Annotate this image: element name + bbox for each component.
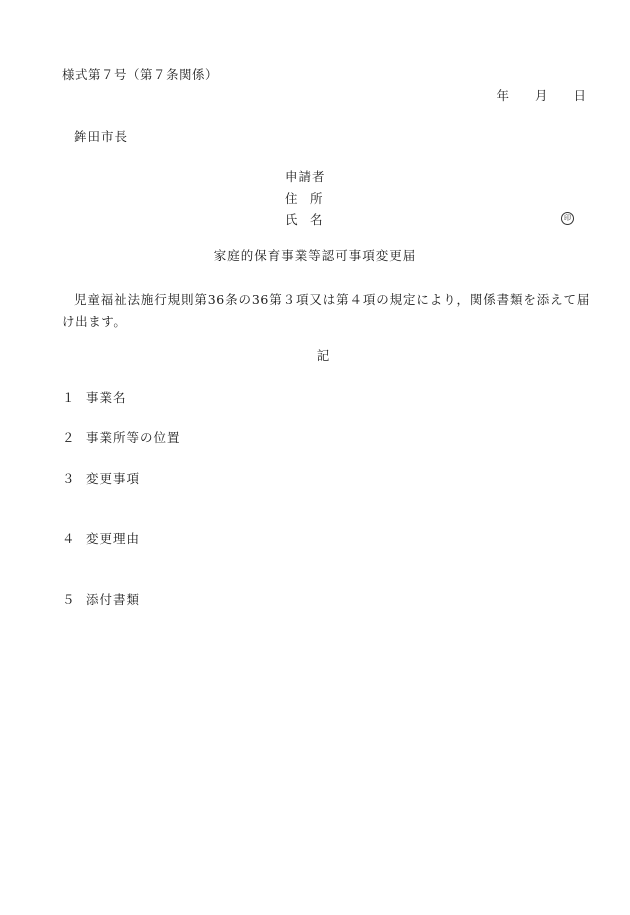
item-label: 変更理由 [86,531,141,546]
item-label: 事業所等の位置 [86,430,181,445]
list-item [62,473,140,486]
item-number: １ [62,390,75,405]
seal-mark: 印 [561,212,574,225]
item-number: ５ [62,592,75,607]
item-label: 変更事項 [86,471,141,486]
list-item [62,533,140,546]
item-number: ３ [62,471,75,486]
list-item [62,432,181,445]
list-item [62,594,140,607]
form-number: 様式第７号（第７条関係） [62,67,219,82]
item-label: 事業名 [86,390,127,405]
item-label: 添付書類 [86,592,141,607]
record-mark: 記 [316,348,330,363]
date-line [496,90,586,103]
item-number: ２ [62,430,75,445]
document-title: 家庭的保育事業等認可事項変更届 [213,248,417,263]
applicant-name-label: 氏 名 [285,212,323,227]
applicant-title: 申請者 [285,169,326,184]
body-text: 児童福祉法施行規則第36条の36第３項又は第４項の規定により，関係書類を添えて届け出ます。 [62,292,590,329]
date-day: 日 [573,88,586,103]
date-month: 月 [534,88,548,103]
addressee: 鉾田市長 [74,129,129,144]
list-item [62,392,127,405]
date-year: 年 [496,88,509,103]
item-number: ４ [62,531,75,546]
applicant-address-label: 住 所 [285,191,323,206]
